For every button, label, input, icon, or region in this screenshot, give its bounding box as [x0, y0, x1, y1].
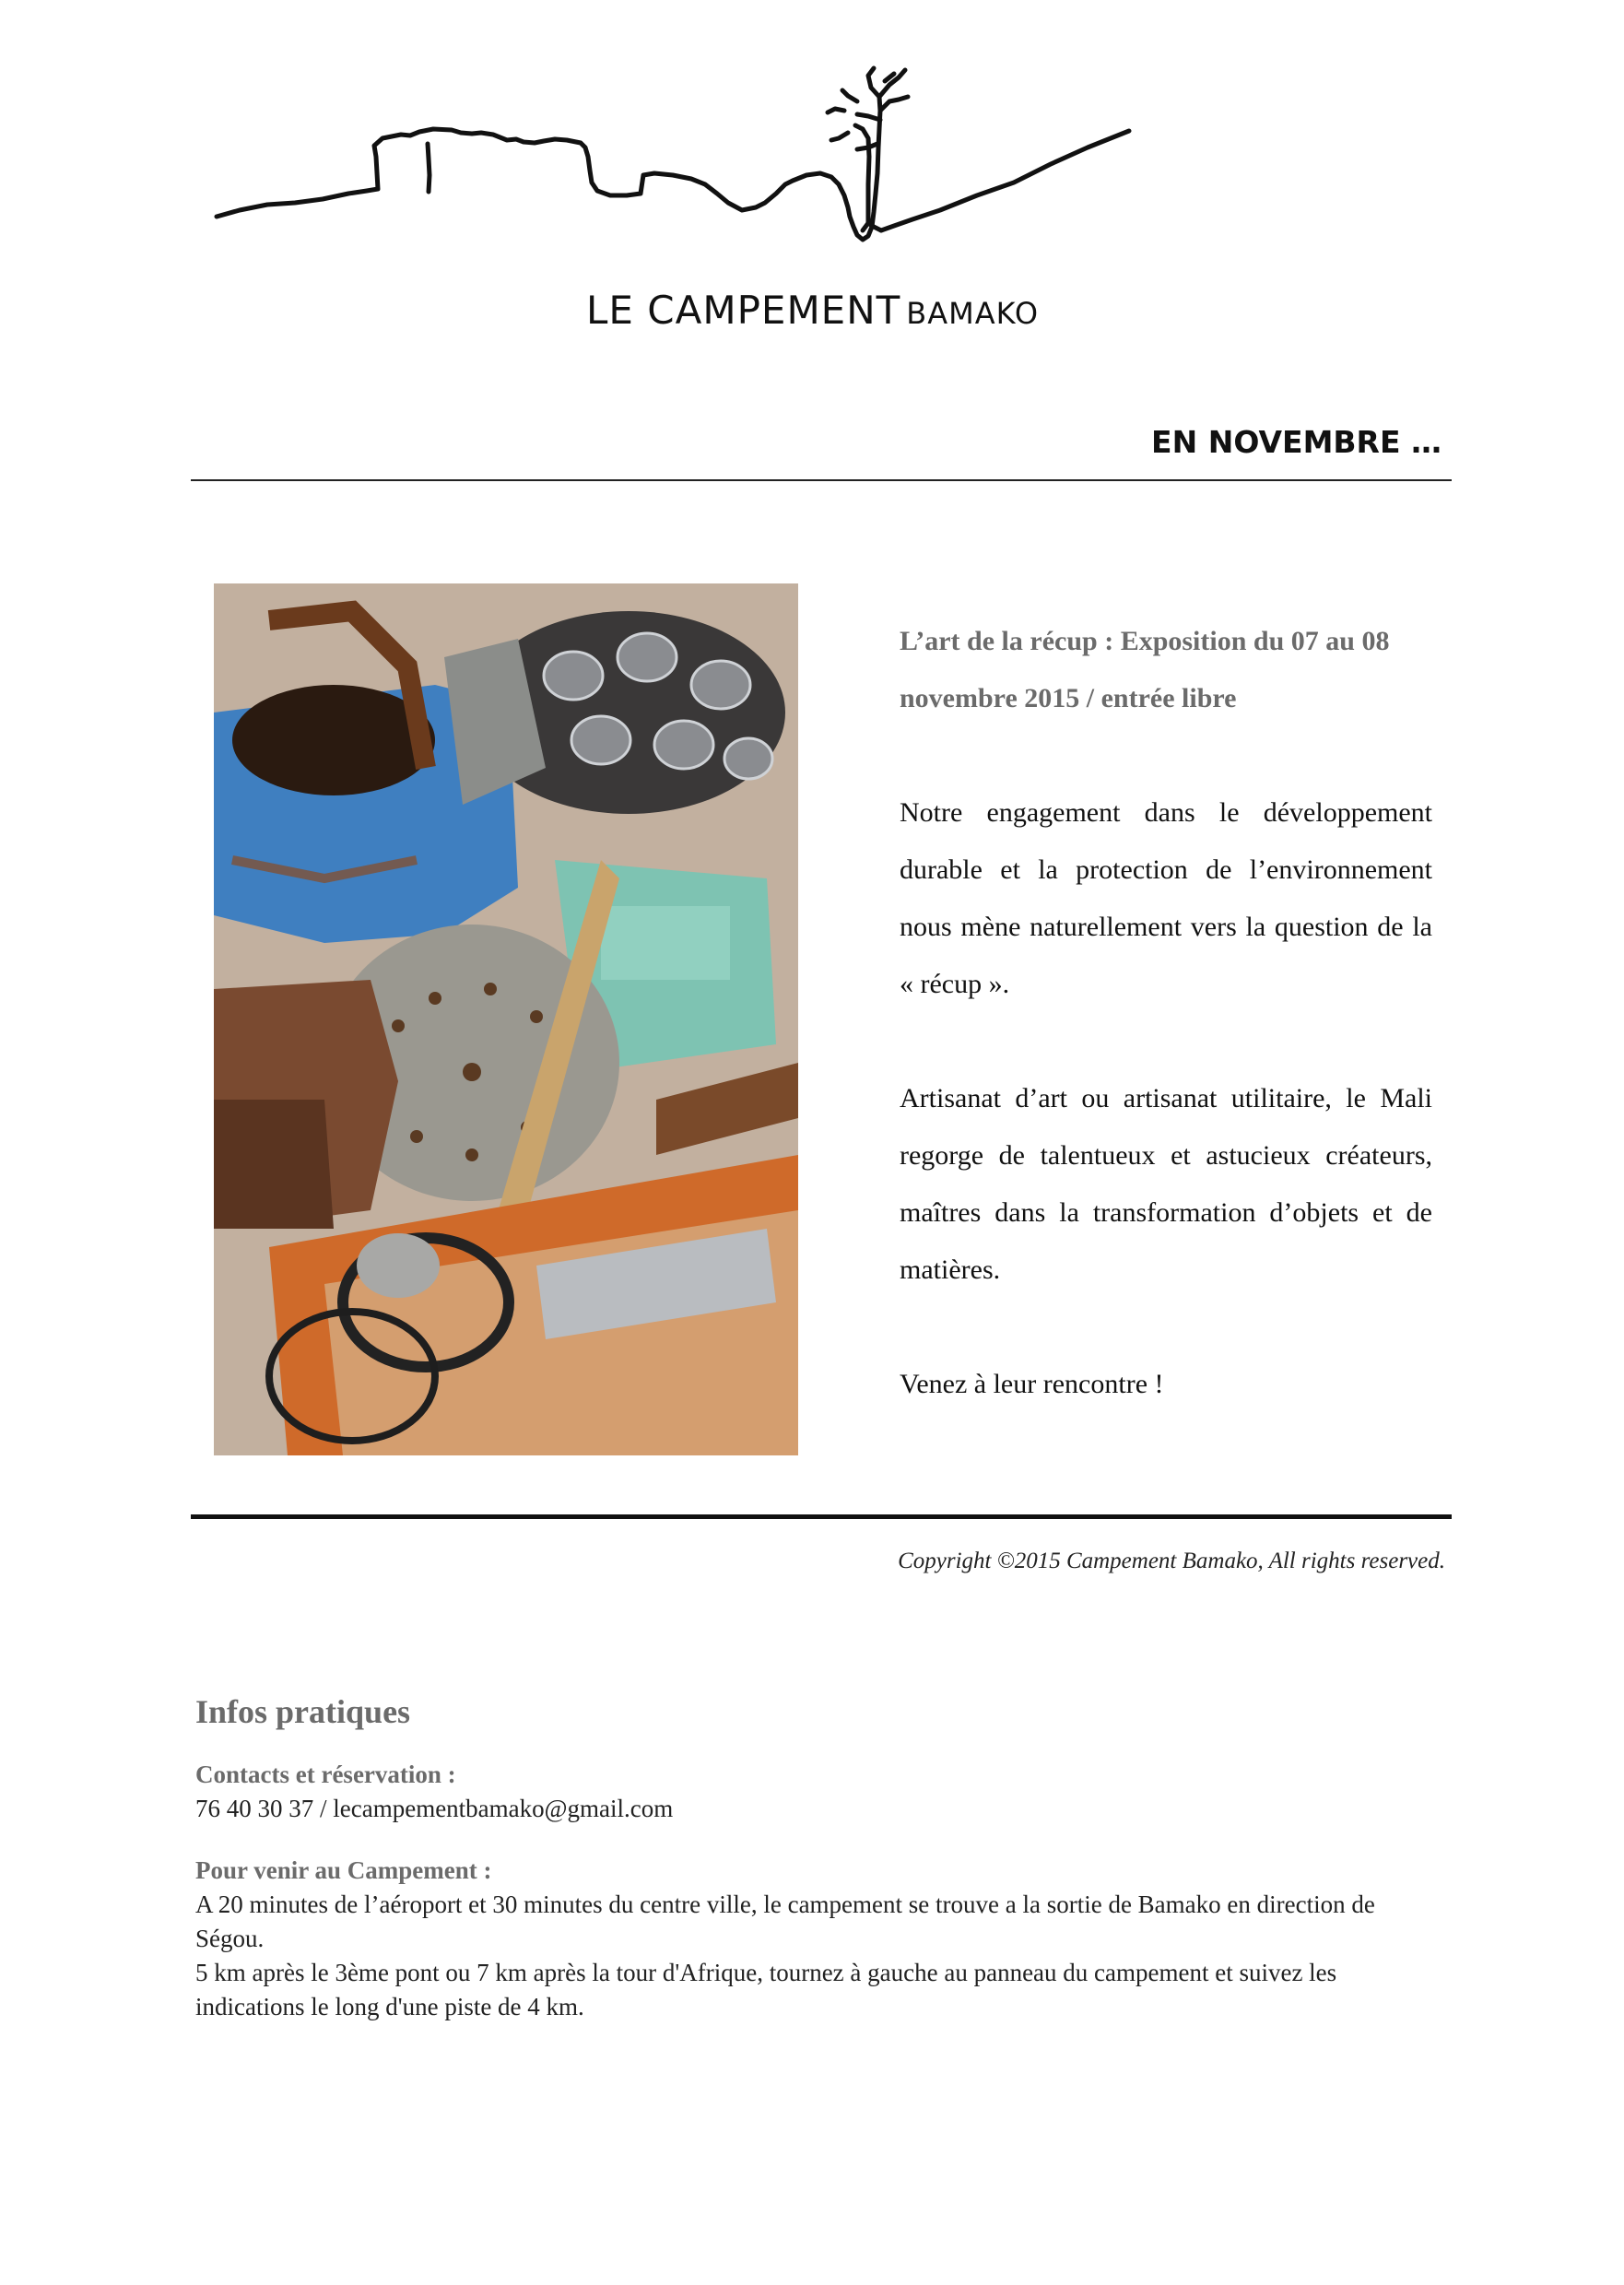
copyright-notice: Copyright ©2015 Campement Bamako, All rights reserved.	[898, 1549, 1445, 1573]
recup-photo	[214, 583, 798, 1455]
brand-main: LE CAMPEMENT	[586, 288, 901, 333]
article-paragraph-2: Artisanat d’art ou artisanat utilitaire, le Mali regorge de talentueux et astucieux créateurs, maîtres dans la transformation d’objets et de matières.	[900, 1083, 1432, 1285]
directions-label: Pour venir au Campement :	[195, 1856, 492, 1884]
article-paragraph-3: Venez à leur rencontre !	[900, 1369, 1164, 1399]
campement-logo-drawing	[212, 55, 1134, 258]
contacts-value[interactable]: 76 40 30 37 / lecampementbamako@gmail.com	[195, 1795, 674, 1822]
directions-line-1: A 20 minutes de l’aéroport et 30 minutes du centre ville, le campement se trouve a la sortie de Bamako en direction de Ségou.	[195, 1890, 1375, 1952]
contacts-label: Contacts et réservation :	[195, 1761, 456, 1788]
infos-title: Infos pratiques	[195, 1693, 411, 1730]
brand-sub: BAMAKO	[906, 296, 1040, 331]
directions-line-2: 5 km après le 3ème pont ou 7 km après la tour d'Afrique, tournez à gauche au panneau du campement et suivez les indications le long d'une piste de 4 km.	[195, 1959, 1337, 2020]
article-headline: L’art de la récup : Exposition du 07 au 08 novembre 2015 / entrée libre	[900, 626, 1390, 713]
header-divider	[191, 479, 1452, 481]
directions-block	[195, 1854, 1440, 2024]
article-paragraph-1: Notre engagement dans le développement durable et la protection de l’environnement nous mène naturellement vers la question de la « récup ».	[900, 797, 1432, 999]
infos-pratiques	[195, 1691, 1440, 2052]
footer-divider	[191, 1514, 1452, 1519]
month-label: EN NOVEMBRE …	[1151, 424, 1442, 460]
contacts-block	[195, 1758, 1440, 1826]
article	[900, 613, 1432, 1470]
brand-title	[586, 288, 1039, 333]
